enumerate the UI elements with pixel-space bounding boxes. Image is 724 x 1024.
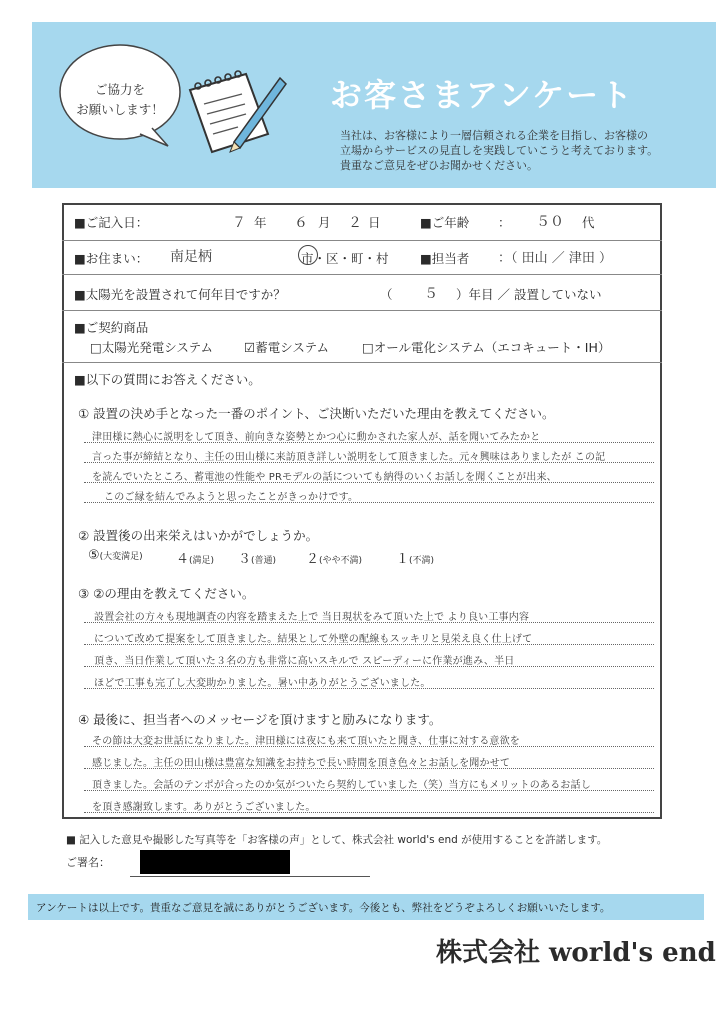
years-value[interactable]: ５ [424,286,438,302]
q1-answer-line-2[interactable]: 言った事が締結となり、主任の田山様に来訪頂き詳しい説明をして頂きました。元々興味はありましたが この記 [92,452,606,463]
rating-1-option[interactable] [396,548,434,567]
question-1: ① 設置の決め手となった一番のポイント、ご決断いただいた理由を教えてください。 [78,406,555,421]
q4-answer-line-2[interactable]: 感じました。主任の田山様は豊富な知識をお持ちで長い時間を頂き色々とお話しを聞かせて [92,758,511,769]
footer-text: アンケートは以上です。貴重なご意見を誠にありがとうございます。今後とも、弊社をどうぞよろしくお願いいたします。 [36,902,611,914]
rating-5-option[interactable] [88,548,143,563]
rating-4-number: ４ [176,552,190,567]
date-label: ■ご記入日： [74,215,149,230]
product-solar-checkbox[interactable]: □太陽光発電システム [90,340,214,355]
date-month[interactable]: ６ [294,215,308,231]
bubble-text [60,80,180,120]
question-4: ④ 最後に、担当者へのメッセージを頂けますと励みになります。 [78,712,442,727]
product-allelectric-checkbox[interactable]: □オール電化システム（エコキュート・IH） [362,340,611,355]
rating-4-option[interactable] [176,548,214,567]
bubble-line-1: ご協力を [94,82,145,97]
staff-value[interactable]: ：（ 田山 ／ 津田 ） [498,251,613,266]
company-logo: 株式会社 world's end [436,938,716,968]
rating-3-option[interactable] [238,548,276,567]
page-title: お客さまアンケート [330,76,635,114]
age-label: ■ご年齢 [420,215,470,230]
address-value[interactable]: 南足柄 [170,249,212,265]
signature-line [130,876,370,877]
q3-answer-line-1[interactable]: 設置会社の方々も現地調査の内容を踏まえた上で 当日現状をみて頂いた上で より良い工事内容 [94,612,530,623]
date-month-unit: 月 [318,215,331,230]
intro-line-1: 当社は、お客様により一層信頼される企業を目指し、お客様の [340,129,648,142]
signature-label: ご署名： [66,856,110,869]
bubble-line-2: お願いします！ [76,102,164,117]
age-unit: 代 [582,215,595,230]
consent-text: ■ 記入した意見や撮影した写真等を「お客様の声」として、株式会社 world's end が使用することを許諾します。 [66,834,608,846]
row-divider [62,310,662,311]
q1-answer-line-4[interactable]: このご縁を結んでみようと思ったことがきっかけです。 [104,492,359,503]
row-divider [62,274,662,275]
q1-answer-line-1[interactable]: 津田様に熱心に説明をして頂き、前向きな姿勢とかつ心に動かされた家人が、話を聞いてみたかと [92,432,541,443]
date-day-unit: 日 [368,215,381,230]
rating-5-number: ⑤ [88,548,100,563]
q1-answer-line-3[interactable]: を読んでいたところ、蓄電池の性能や PRモデルの話についても納得のいくお話しを聞くことが出来、 [92,472,557,483]
intro-text [340,128,700,173]
intro-line-3: 貴重なご意見をぜひお聞かせください。 [340,159,538,172]
q3-answer-line-3[interactable]: 頂き、当日作業して頂いた３名の方も非常に高いスキルで スピーディーに作業が進み、半日 [94,656,515,667]
row-divider [62,240,662,241]
product-storage-checkbox[interactable]: ☑蓄電システム [244,340,329,355]
years-close: ）年目 ／ 設置していない [456,287,602,302]
staff-label: ■担当者 [420,251,470,266]
rating-2-text: (やや不満) [319,556,363,566]
date-day[interactable]: ２ [348,215,362,231]
notepad-pencil-icon [176,60,288,160]
products-label: ■ご契約商品 [74,320,149,335]
rating-3-number: ３ [238,552,252,567]
intro-line-2: 立場からサービスの見直しを実践していこうと考えております。 [340,144,659,157]
age-value[interactable]: ５０ [536,214,564,230]
q4-answer-line-4[interactable]: を頂き感謝致します。ありがとうございました。 [92,802,316,813]
address-label: ■お住まい： [74,251,149,266]
rating-3-text: (普通) [251,556,277,566]
question-2: ② 設置後の出来栄えはいかがでしょうか。 [78,528,319,543]
rating-4-text: (満足) [189,556,215,566]
rating-1-text: (不満) [409,556,435,566]
q3-answer-line-4[interactable]: ほどで工事も完了し大変助かりました。暑い中ありがとうございました。 [94,678,431,689]
rating-2-option[interactable] [306,548,362,567]
years-open: （ [380,287,393,302]
rating-2-number: ２ [306,552,320,567]
date-year[interactable]: ７ [232,215,246,231]
question-3: ③ ②の理由を教えてください。 [78,586,255,601]
date-year-unit: 年 [254,215,267,230]
rating-5-text: (大変満足) [99,552,143,562]
signature-redaction [140,850,290,874]
municipality-options: 市・区・町・村 [301,251,389,266]
years-label: ■太陽光を設置されて何年目ですか？ [74,287,286,302]
rating-1-number: １ [396,552,410,567]
q3-answer-line-2[interactable]: について改めて提案をして頂きました。結果として外壁の配線もスッキリと見栄え良く仕上げて [94,634,533,645]
questions-label: ■以下の質問にお答えください。 [74,372,261,387]
q4-answer-line-3[interactable]: 頂きました。会話のテンポが合ったのか気がついたら契約していました（笑）当方にもメリットのあるお話し [92,780,591,791]
row-divider [62,362,662,363]
q4-answer-line-1[interactable]: その節は大変お世話になりました。津田様には夜にも来て頂いたと聞き、仕事に対する意欲を [92,736,520,747]
age-colon: ： [498,215,511,230]
